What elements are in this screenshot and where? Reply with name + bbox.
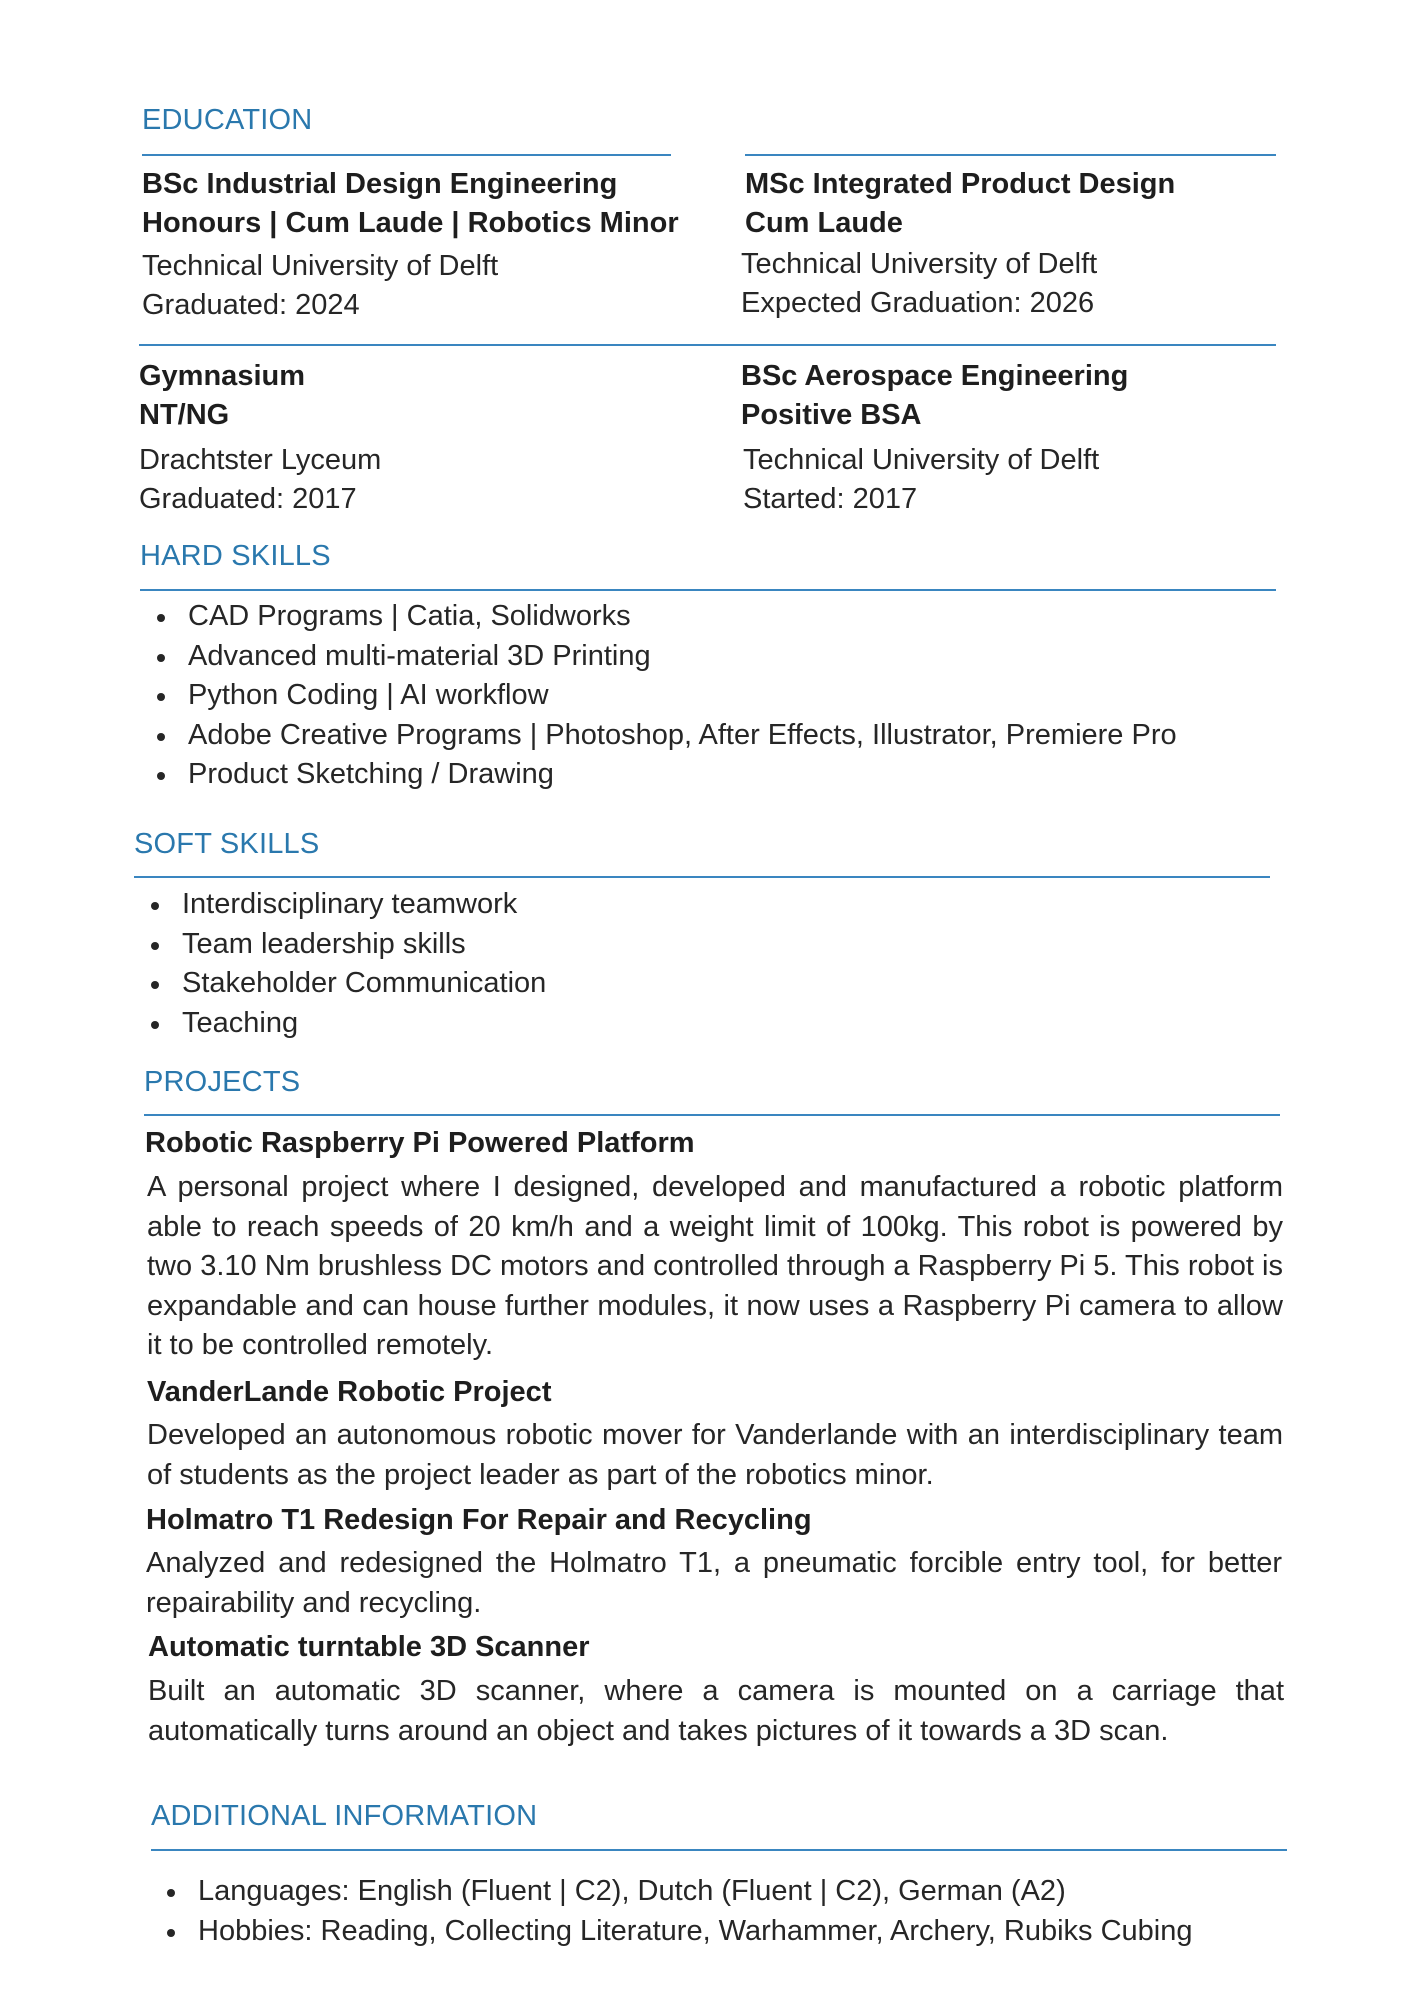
institution: Drachtster Lyceum [139,444,382,476]
list-item: Advanced multi-material 3D Printing [140,637,1177,677]
soft-skills-list [134,885,546,1043]
degree-title: BSc Industrial Design Engineering [142,168,618,200]
project-description: A personal project where I designed, developed and manufactured a robotic platform able to reach speeds of 20 km/h and a weight limit of 100kg. This robot is powered by two 3.10 Nm brushless DC motors and controlled through a Raspberry Pi 5. This robot is expandable and can house further modules, it now uses a Raspberry Pi camera to allow it to be controlled remotely. [147,1171,1283,1361]
list-item: Team leadership skills [134,925,546,965]
list-item: CAD Programs | Catia, Solidworks [140,597,1177,637]
list-item: Hobbies: Reading, Collecting Literature, Warhammer, Archery, Rubiks Cubing [150,1912,1193,1952]
project-description: Built an automatic 3D scanner, where a camera is mounted on a carriage that automatically turns around an object and takes pictures of it towards a 3D scan. [148,1675,1284,1747]
degree-distinctions: Positive BSA [741,399,922,431]
graduation-date: Expected Graduation: 2026 [741,287,1095,319]
education-entry-gymnasium [139,357,381,519]
graduation-date: Graduated: 2024 [142,289,360,321]
institution: Technical University of Delft [743,444,1100,476]
degree-title: BSc Aerospace Engineering [741,360,1129,392]
degree-title: MSc Integrated Product Design [745,168,1176,200]
list-item: Teaching [134,1004,546,1044]
additional-info-rule [151,1849,1287,1851]
education-rule-right [745,154,1276,156]
hard-skills-rule [140,589,1276,591]
list-item: Languages: English (Fluent | C2), Dutch (Fluent | C2), German (A2) [150,1872,1193,1912]
degree-title: Gymnasium [139,360,305,392]
project-title: Automatic turntable 3D Scanner [148,1631,590,1663]
education-entry-msc-ipd [741,165,1176,323]
project-description: Analyzed and redesigned the Holmatro T1, a pneumatic forcible entry tool, for better repairability and recycling. [146,1547,1282,1619]
degree-distinctions: Honours | Cum Laude | Robotics Minor [142,207,679,239]
start-date: Started: 2017 [743,483,918,515]
degree-distinctions: Cum Laude [745,207,903,239]
projects-rule [144,1114,1280,1116]
soft-skills-heading: SOFT SKILLS [134,828,320,860]
education-heading: EDUCATION [142,104,313,136]
soft-skills-rule [134,876,1270,878]
hard-skills-list [140,597,1177,795]
list-item: Product Sketching / Drawing [140,755,1177,795]
institution: Technical University of Delft [741,248,1098,280]
project-title: VanderLande Robotic Project [147,1376,552,1408]
project-title: Holmatro T1 Redesign For Repair and Recycling [146,1504,812,1536]
additional-info-heading: ADDITIONAL INFORMATION [151,1800,538,1832]
list-item: Adobe Creative Programs | Photoshop, After Effects, Illustrator, Premiere Pro [140,716,1177,756]
institution: Technical University of Delft [142,250,499,282]
education-entry-bsc-ae [741,357,1128,519]
list-item: Stakeholder Communication [134,964,546,1004]
list-item: Python Coding | AI workflow [140,676,1177,716]
project-description: Developed an autonomous robotic mover for Vanderlande with an interdisciplinary team of students as the project leader as part of the robotics minor. [147,1419,1283,1491]
hard-skills-heading: HARD SKILLS [140,540,331,572]
additional-info-list [150,1872,1193,1951]
projects-heading: PROJECTS [144,1066,301,1098]
education-divider [139,344,1276,346]
graduation-date: Graduated: 2017 [139,483,357,515]
degree-distinctions: NT/NG [139,399,230,431]
project-title: Robotic Raspberry Pi Powered Platform [145,1127,695,1159]
education-rule-left [142,154,671,156]
list-item: Interdisciplinary teamwork [134,885,546,925]
education-entry-bsc-ide [142,165,679,325]
